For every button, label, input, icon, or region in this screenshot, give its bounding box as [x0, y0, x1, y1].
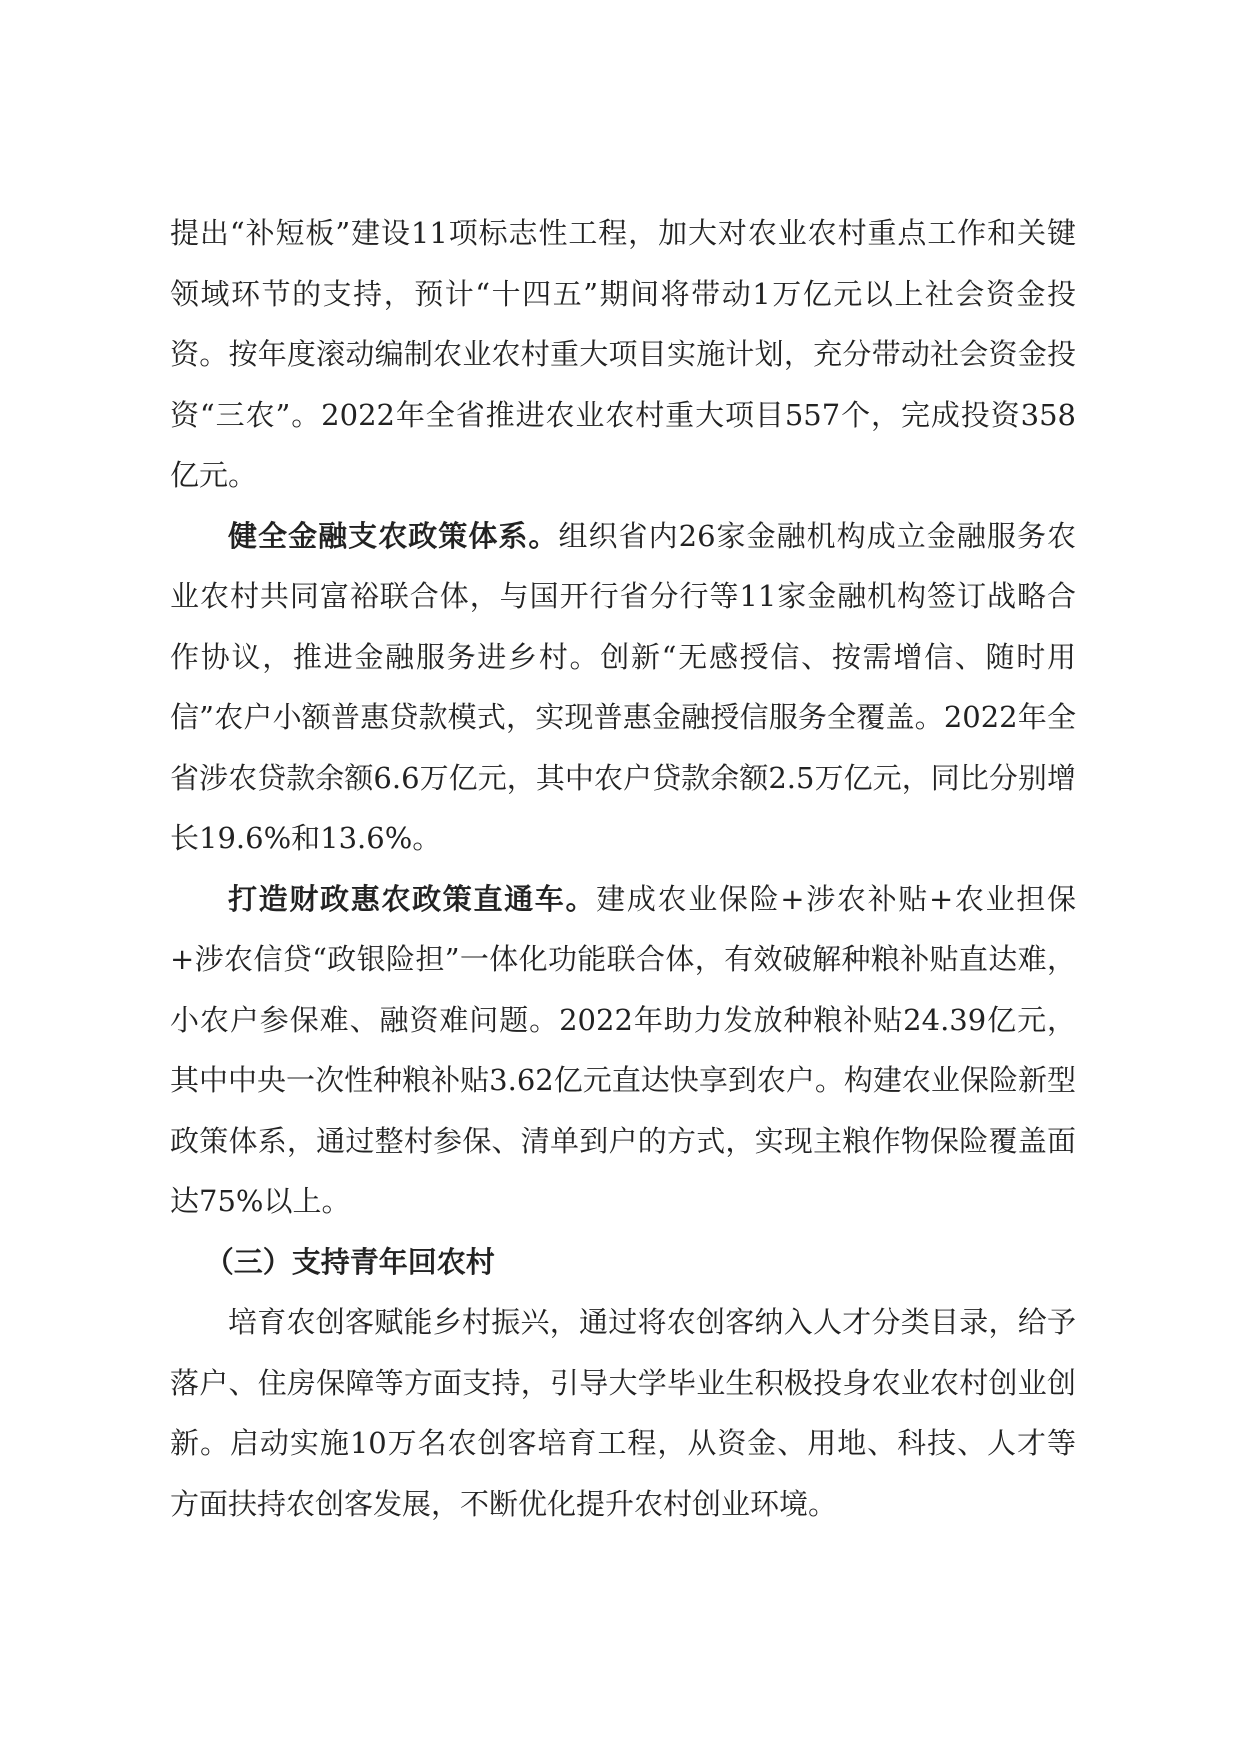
paragraph-subsidy-text: 建成农业保险+涉农补贴+农业担保+涉农信贷“政银险担”一体化功能联合体，有效破解种粮补贴直达难，小农户参保难、融资难问题。2022年助力发放种粮补贴24.39亿元，其中中央一次性种粮补贴3.62亿元直达快享到农户。构建农业保险新型政策体系，通过整村参保、清单到户的方式，实现主粮作物保险覆盖面达75%以上。 — [170, 881, 1076, 1218]
paragraph-subsidy-heading: 打造财政惠农政策直通车。 — [228, 881, 597, 916]
paragraph-youth-text: 培育农创客赋能乡村振兴，通过将农创客纳入人才分类目录，给予落户、住房保障等方面支持，引导大学毕业生积极投身农业农村创业创新。启动实施10万名农创客培育工程，从资金、用地、科技、人才等方面扶持农创客发展，不断优化提升农村创业环境。 — [170, 1305, 1076, 1521]
paragraph-subsidy — [170, 869, 1076, 1232]
section-heading: （三）支持青年回农村 — [204, 1244, 495, 1279]
paragraph-finance — [170, 506, 1076, 869]
paragraph-finance-text: 组织省内26家金融机构成立金融服务农业农村共同富裕联合体，与国开行省分行等11家金融机构签订战略合作协议，推进金融服务进乡村。创新“无感授信、按需增信、随时用信”农户小额普惠贷款模式，实现普惠金融授信服务全覆盖。2022年全省涉农贷款余额6.6万亿元，其中农户贷款余额2.5万亿元，同比分别增长19.6%和13.6%。 — [170, 518, 1076, 855]
paragraph-investment — [170, 203, 1076, 506]
paragraph-investment-text: 提出“补短板”建设11项标志性工程，加大对农业农村重点工作和关键领域环节的支持，预计“十四五”期间将带动1万亿元以上社会资金投资。按年度滚动编制农业农村重大项目实施计划，充分带动社会资金投资“三农”。2022年全省推进农业农村重大项目557个，完成投资358亿元。 — [170, 216, 1076, 492]
paragraph-youth — [170, 1292, 1076, 1534]
paragraph-finance-heading: 健全金融支农政策体系。 — [228, 518, 559, 553]
document-body — [170, 203, 1076, 1534]
